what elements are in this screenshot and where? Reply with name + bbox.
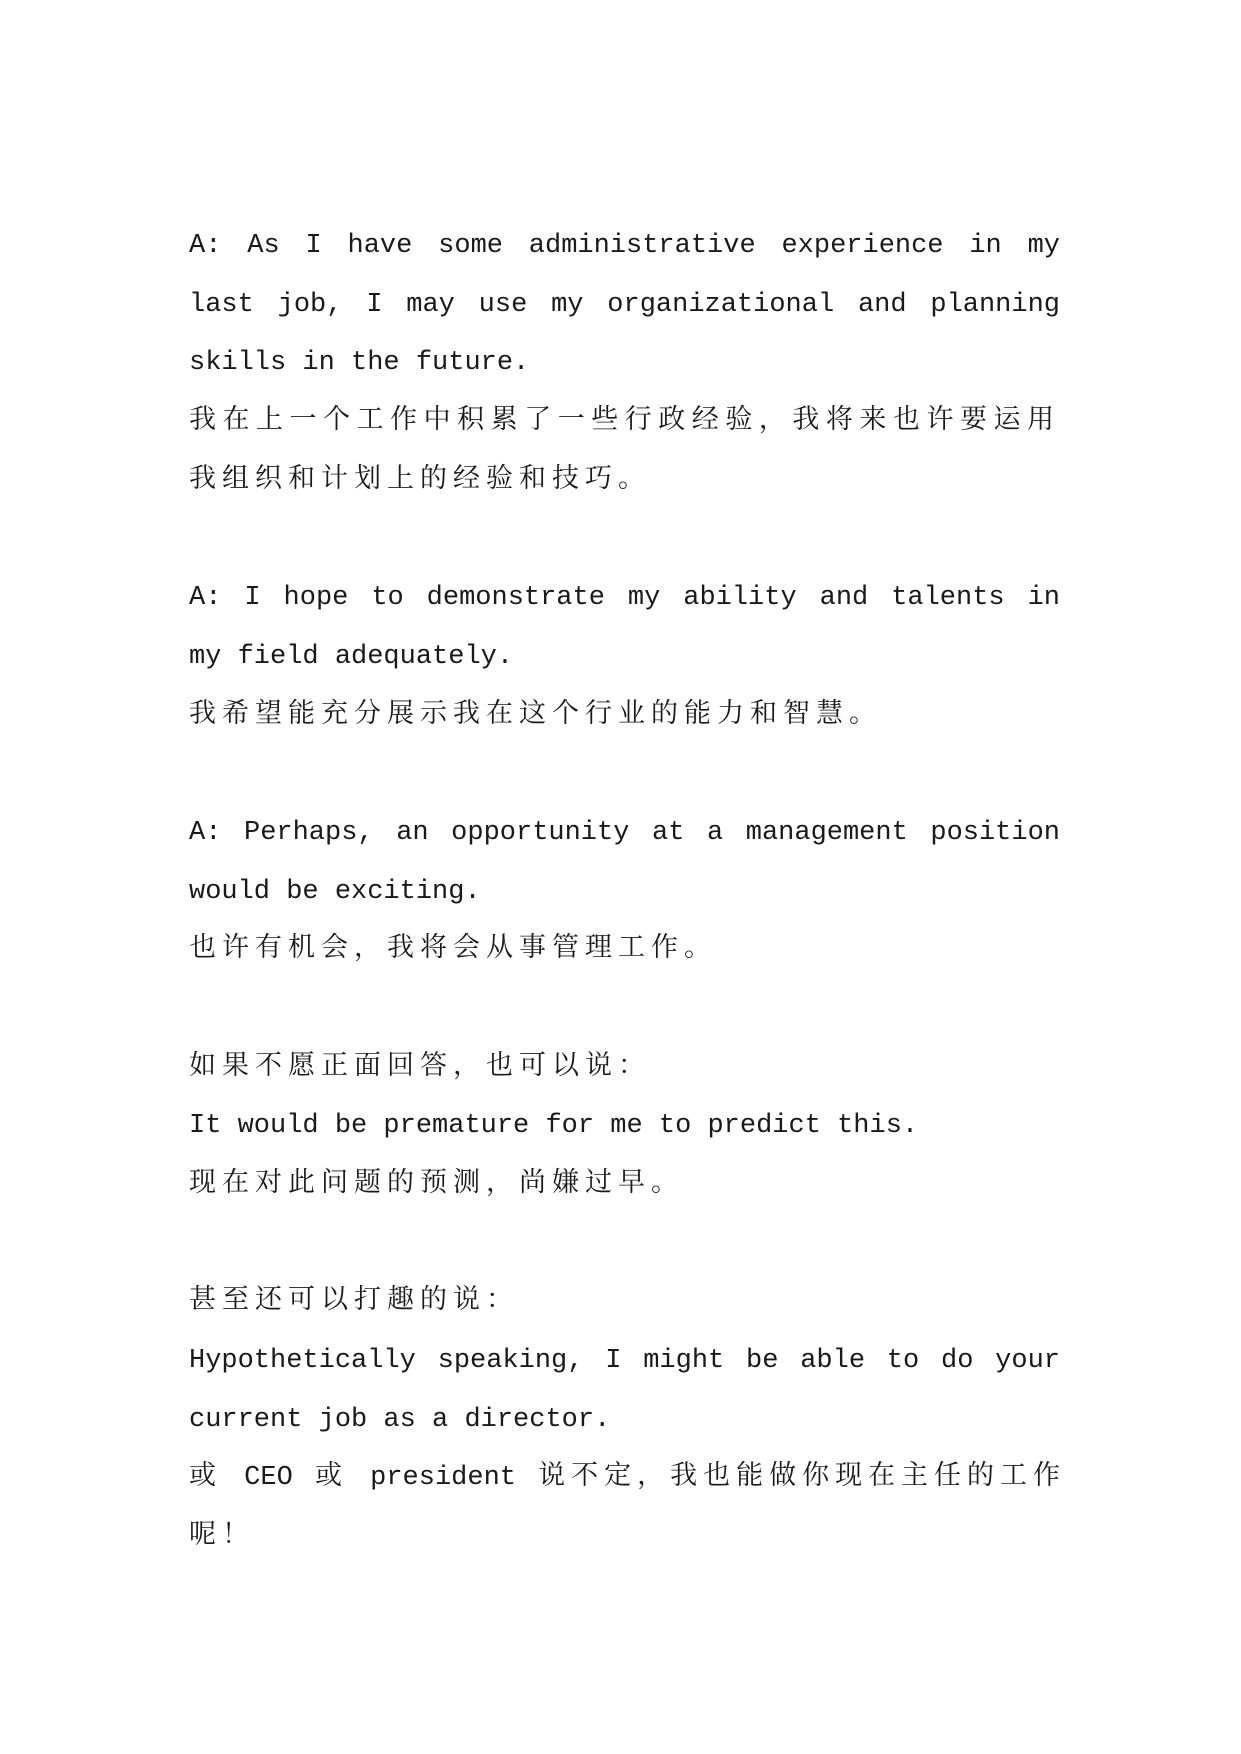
english-line: my field adequately. <box>189 641 514 672</box>
english-line: current job as a director. <box>189 1404 611 1435</box>
chinese-line: 我希望能充分展示我在这个行业的能力和智慧。 <box>189 700 882 731</box>
chinese-intro-line: 甚至还可以打趣的说： <box>189 1287 519 1318</box>
english-line: would be exciting. <box>189 876 481 907</box>
chinese-line: 现在对此问题的预测，尚嫌过早。 <box>189 1170 684 1200</box>
chinese-intro-line: 如果不愿正面回答，也可以说： <box>189 1052 651 1083</box>
chinese-line: 我在上一个工作中积累了一些行政经验，我将来也许要运用 <box>189 407 1060 438</box>
alternative-answer-paragraph <box>189 1039 1060 1215</box>
english-line: A: As I have some administrative experience in my <box>189 231 1060 261</box>
english-line: A: Perhaps, an opportunity at a management position <box>189 817 1060 848</box>
answer-paragraph-3 <box>189 804 1060 980</box>
english-line: A: I hope to demonstrate my ability and talents in <box>189 583 1060 614</box>
english-line: Hypothetically speaking, I might be able to do your <box>189 1346 1060 1377</box>
answer-paragraph-2 <box>189 569 1060 745</box>
answer-paragraph-1 <box>189 217 1060 510</box>
chinese-line: 也许有机会，我将会从事管理工作。 <box>189 935 717 966</box>
chinese-line: 我组织和计划上的经验和技巧。 <box>189 465 651 496</box>
english-line: last job, I may use my organizational and planning <box>189 289 1060 320</box>
chinese-line: 呢！ <box>189 1522 255 1553</box>
document-body <box>189 217 1060 1626</box>
english-line: skills in the future. <box>189 348 530 379</box>
english-line: It would be premature for me to predict this. <box>189 1111 919 1142</box>
humorous-answer-paragraph <box>189 1273 1060 1566</box>
chinese-line: 或 CEO 或 president 说不定，我也能做你现在主任的工作 <box>189 1463 1060 1494</box>
